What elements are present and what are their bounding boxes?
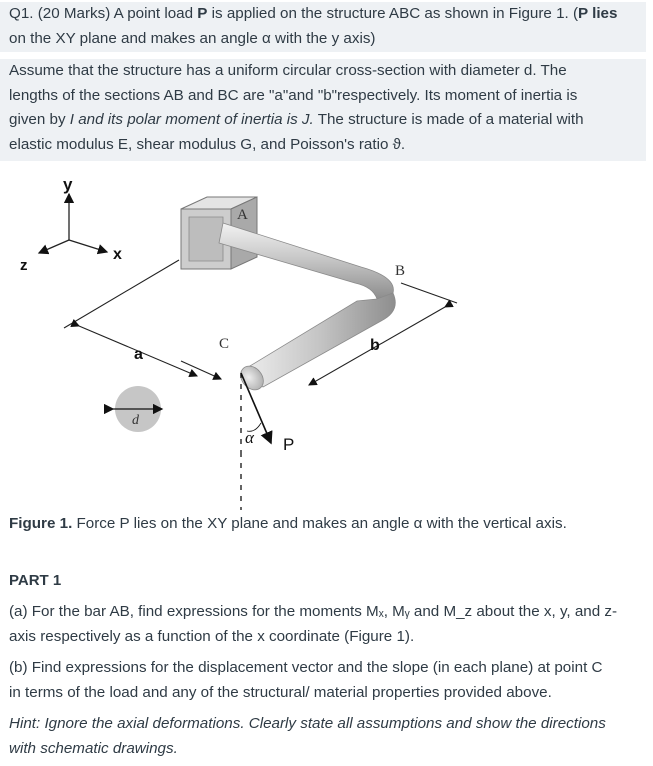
part1-a — [9, 600, 645, 649]
assumptions-line4: elastic modulus E, shear modulus G, and Poisson's ratio ϑ. — [9, 135, 406, 153]
question-intro-b: is applied on the structure ABC as shown in Figure 1. ( — [207, 5, 579, 22]
hint-line1: Hint: Ignore the axial deformations. Clearly state all assumptions and show the directions — [9, 715, 606, 732]
question-marks: (20 Marks) — [37, 5, 111, 22]
axes-group — [20, 175, 122, 274]
part1-b — [9, 656, 645, 705]
question-number: Q1. — [9, 5, 34, 22]
x-axis-arrow — [69, 240, 107, 252]
part1-heading: PART 1 — [9, 572, 62, 589]
axis-y-label: y — [63, 175, 73, 194]
assumptions-block — [0, 59, 646, 161]
caption-text: Force P lies on the XY plane and makes an angle α with the vertical axis. — [72, 515, 567, 532]
angle-label: α — [245, 428, 254, 447]
figure-1 — [9, 161, 479, 452]
hint-line2: with schematic drawings. — [9, 739, 178, 757]
point-a-label: A — [237, 207, 248, 223]
axis-z-label: z — [20, 257, 28, 274]
dim-d-label: d — [132, 413, 139, 428]
assumptions-line3a: given by — [9, 111, 70, 128]
dim-a-label: a — [134, 346, 143, 363]
part1-a-line1: (a) For the bar AB, find expressions for the moments Mₓ, Mᵧ and M_z about the x, y, and z- — [9, 603, 618, 620]
assumptions-line3b: The structure is made of a material with — [313, 111, 584, 128]
question-intro-a: A point load — [110, 5, 198, 22]
point-b-label: B — [395, 263, 406, 279]
question-line2: on the XY plane and makes an angle α with the y axis) — [9, 29, 376, 47]
assumptions-line1: Assume that the structure has a uniform circular cross-section with diameter d. The — [9, 62, 567, 79]
axis-x-label: x — [113, 246, 122, 263]
assumptions-line2: lengths of the sections AB and BC are "a"and "b"respectively. Its moment of inertia is — [9, 86, 578, 104]
caption-bold: Figure 1. — [9, 515, 73, 532]
figure-caption — [9, 512, 645, 537]
part1-b-line1: (b) Find expressions for the displacement vector and the slope (in each plane) at point C — [9, 659, 603, 676]
hint — [9, 712, 645, 761]
load-label: P — [283, 435, 295, 452]
question-block — [0, 2, 646, 52]
point-c-label: C — [219, 336, 230, 352]
load-symbol: P — [197, 5, 208, 22]
part1-a-line2: axis respectively as a function of the x coordinate (Figure 1). — [9, 627, 415, 645]
part1-b-line2: in terms of the load and any of the structural/ material properties provided above. — [9, 683, 552, 701]
dim-b-label: b — [370, 337, 380, 354]
dashed-line-extension — [236, 452, 246, 512]
plies-bold: P lies — [578, 5, 618, 22]
structure-diagram — [9, 161, 479, 452]
z-axis-arrow — [39, 240, 69, 253]
assumptions-line3-italic: I and its polar moment of inertia is J. — [69, 111, 314, 128]
